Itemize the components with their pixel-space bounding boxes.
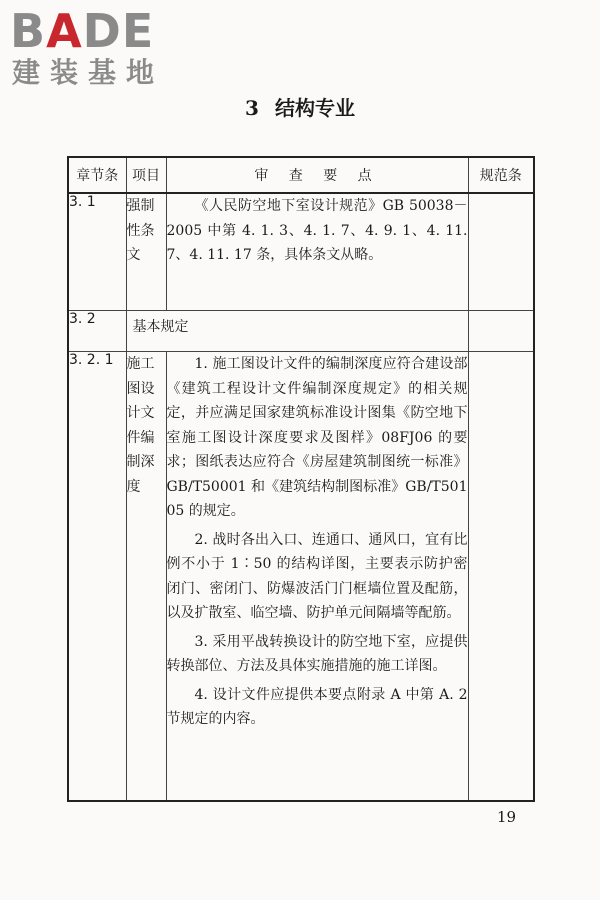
header-requirements: 审 查 要 点 (166, 157, 468, 193)
review-table (67, 156, 535, 802)
content-paragraph: 1. 施工图设计文件的编制深度应符合建设部《建筑工程设计文件编制深度规定》的相关规定，并应满足国家建筑标准设计图集《防空地下室施工图设计深度要求及图样》08FJ06 的要求；图纸表达应符合《房屋建筑制图统一标准》GB/T50001 和《建筑结构制图标准》GB/T50105 的规定。 (166, 356, 468, 519)
content-paragraph: 2. 战时各出入口、连通口、通风口，宜有比例不小于 1∶50 的结构详图，主要表示防护密闭门、密闭门、防爆波活门门框墙位置及配筋，以及扩散室、临空墙、防护单元间隔墙等配筋。 (166, 531, 468, 621)
row-item: 强制性条文 (126, 193, 166, 311)
logo-subtitle: 建装基地 (12, 56, 165, 89)
table-row (68, 311, 534, 352)
content-paragraph: 《人民防空地下室设计规范》GB 50038－2005 中第 4. 1. 3、4. 1. 7、4. 9. 1、4. 11. 7、4. 11. 17 条，具体条文从略。 (166, 198, 468, 263)
row-section: 3. 1 (68, 193, 126, 311)
publisher-logo (10, 6, 164, 90)
row-content (166, 193, 468, 311)
row-clause (468, 193, 534, 311)
row-clause (468, 311, 534, 352)
row-item: 施工图设计文件编制深度 (126, 352, 166, 802)
table-header-row (68, 157, 534, 193)
header-item: 项目 (126, 157, 166, 193)
header-section: 章节条 (68, 157, 126, 193)
chapter-title: 结构专业 (274, 96, 355, 120)
row-item: 基本规定 (126, 311, 468, 352)
table-row (68, 352, 534, 802)
table-row (68, 193, 534, 311)
page-number: 19 (497, 808, 517, 826)
row-clause (468, 352, 534, 802)
row-section: 3. 2 (68, 311, 126, 352)
header-clause: 规范条 (468, 157, 534, 193)
content-paragraph: 4. 设计文件应提供本要点附录 A 中第 A. 2 节规定的内容。 (166, 686, 468, 727)
content-paragraph: 3. 采用平战转换设计的防空地下室，应提供转换部位、方法及具体实施措施的施工详图。 (166, 633, 468, 674)
row-content (166, 352, 468, 802)
logo-wordmark: BADE (10, 4, 155, 58)
chapter-heading (0, 92, 600, 121)
row-section: 3. 2. 1 (68, 352, 126, 802)
chapter-number: 3 (245, 96, 259, 120)
